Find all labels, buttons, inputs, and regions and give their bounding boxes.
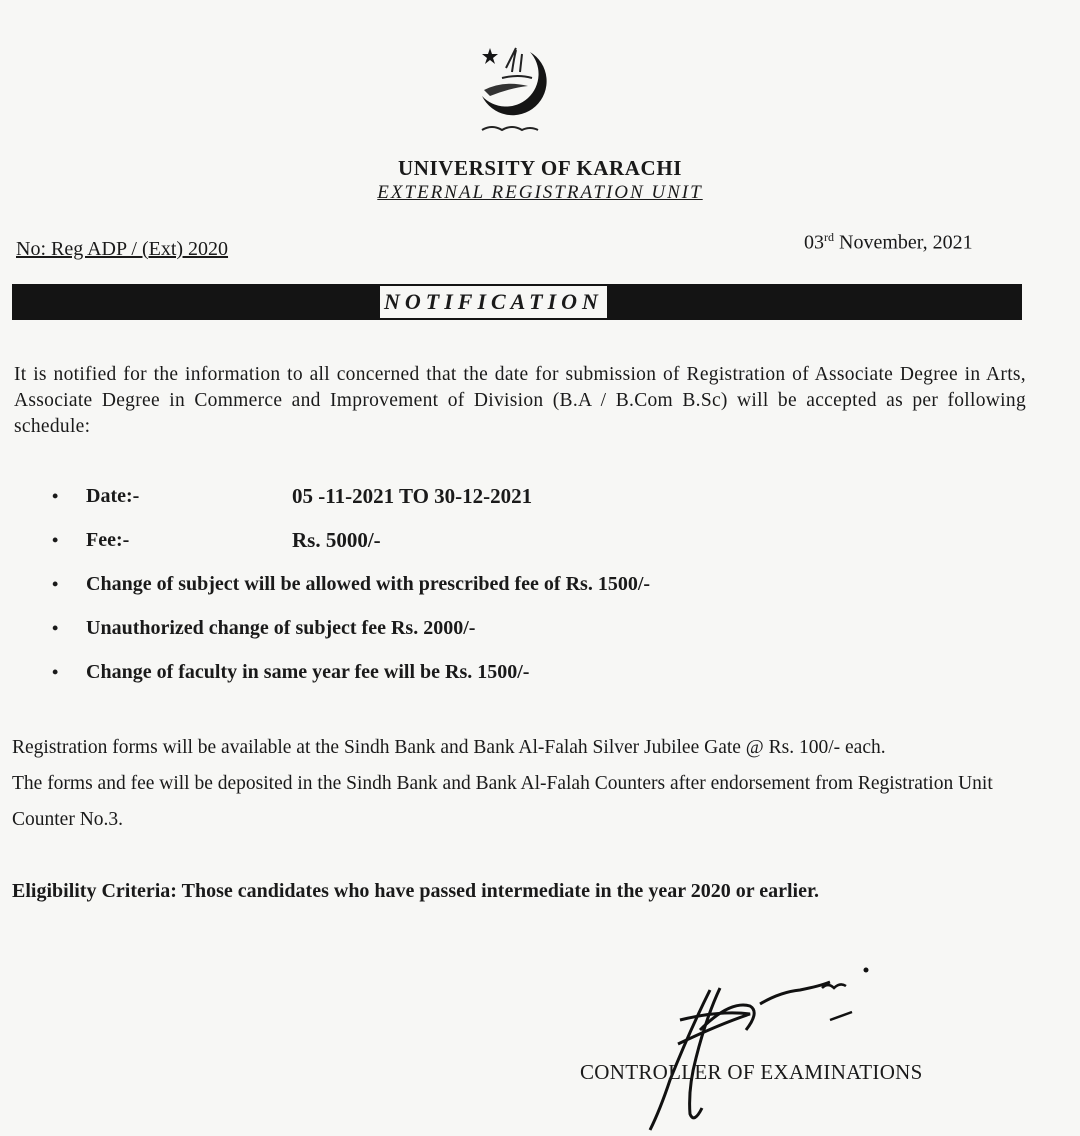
fee-value: Rs. 5000/-: [292, 528, 381, 552]
list-item: [48, 610, 948, 654]
university-seal-icon: [468, 38, 560, 138]
forms-paragraph: [12, 730, 1052, 838]
schedule-list: [48, 478, 948, 698]
date-label: Date:-: [86, 485, 140, 507]
list-item: [48, 478, 948, 522]
document-date: 03rd November, 2021: [804, 230, 973, 254]
fee-label: Fee:-: [86, 529, 130, 551]
notification-title: NOTIFICATION: [380, 286, 607, 318]
bullet-icon: •: [52, 662, 59, 682]
handwritten-signature-icon: [560, 960, 880, 1136]
unit-name: EXTERNAL REGISTRATION UNIT: [377, 182, 703, 203]
eligibility-criteria: [12, 880, 1052, 903]
list-item: [48, 566, 948, 610]
date-value: 05 -11-2021 TO 30-12-2021: [292, 484, 533, 508]
forms-availability-text: Registration forms will be available at the Sindh Bank and Bank Al-Falah Silver Jubilee Gate @ Rs. 100/- each.: [12, 737, 886, 758]
bullet-icon: •: [52, 486, 59, 506]
schedule-item-text: Unauthorized change of subject fee Rs. 2000/-: [86, 617, 476, 639]
eligibility-label: Eligibility Criteria:: [12, 880, 177, 902]
bullet-icon: •: [52, 574, 59, 594]
list-item: [48, 522, 948, 566]
list-item: [48, 654, 948, 698]
reference-number: No: Reg ADP / (Ext) 2020: [16, 238, 229, 260]
intro-paragraph: It is notified for the information to all concerned that the date for submission of Registration of Associate Degree in Arts, Associate Degree in Commerce and Improvement of Division (B.A / B.Com B.Sc) will be accepted as per following schedule:: [14, 364, 1026, 437]
eligibility-text: Those candidates who have passed intermediate in the year 2020 or earlier.: [176, 880, 820, 902]
signatory-title: CONTROLLER OF EXAMINATIONS: [580, 1060, 923, 1084]
bullet-icon: •: [52, 530, 59, 550]
university-name: UNIVERSITY OF KARACHI: [397, 156, 683, 180]
schedule-item-text: Change of faculty in same year fee will be Rs. 1500/-: [86, 661, 530, 683]
forms-deposit-text: The forms and fee will be deposited in the Sindh Bank and Bank Al-Falah Counters after endorsement from Registration Unit Counter No.3.: [12, 773, 993, 830]
bullet-icon: •: [52, 618, 59, 638]
schedule-item-text: Change of subject will be allowed with prescribed fee of Rs. 1500/-: [86, 573, 651, 595]
